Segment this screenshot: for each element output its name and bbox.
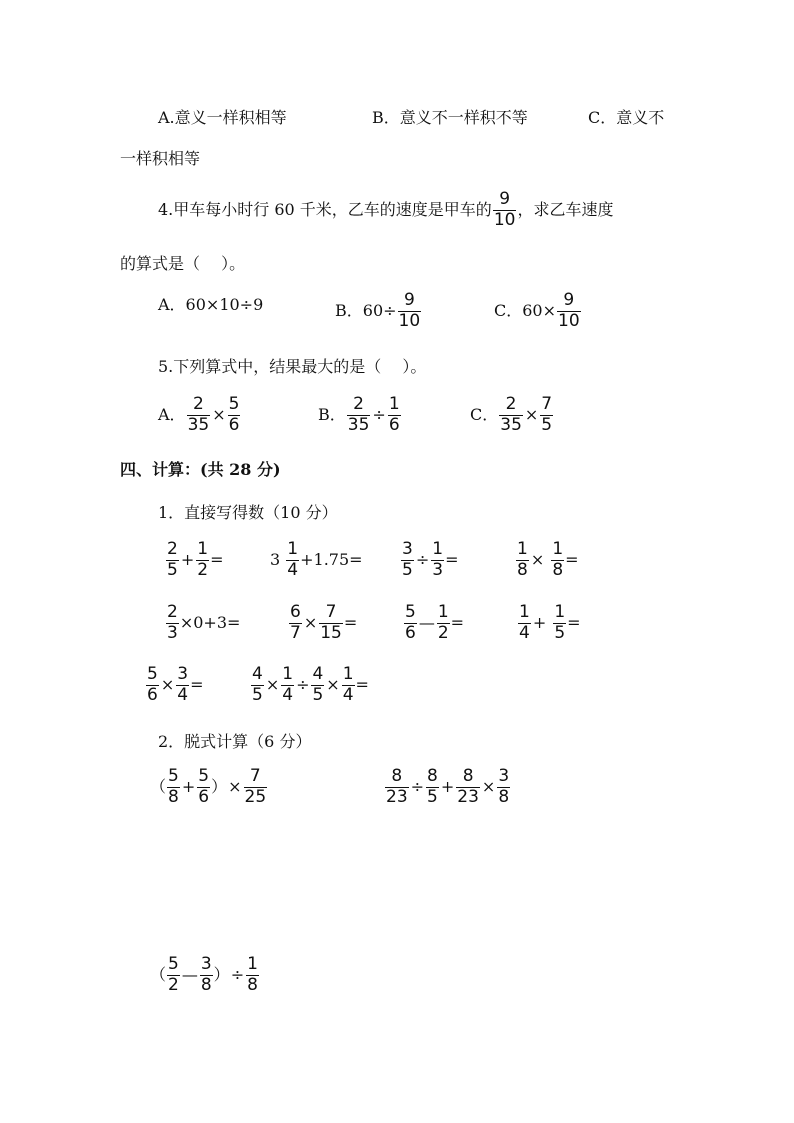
q3-option-a-text: A.意义一样积相等 [158,108,287,127]
direct-calc-item: $\frac{4}{5}$ × $\frac{1}{4}$ ÷ $\frac{4}{5}$ × $\frac{1}{4}$ = [252,664,369,705]
direct-calc-item: 3 $\frac{1}{4}$ +1.75= [270,539,363,580]
fraction: $\frac{1}{6}$ [388,394,400,435]
q5-stem: 5.下列算式中，结果最大的是（ ）。 [158,357,427,376]
subsection-stepwise-heading: 2．脱式计算（6 分） [158,732,312,751]
q3-option-c-text: C．意义不 [588,108,665,127]
q4-stem-text: 4.甲车每小时行 60 千米，乙车的速度是甲车的 [158,200,492,220]
q4-fraction: $\frac{9}{10}$ [493,189,516,230]
fraction: $\frac{2}{35}$ [187,394,210,435]
q3-option-a [158,110,287,126]
direct-calc-item: $\frac{1}{8}$ × $\frac{1}{8}$ = [517,539,579,580]
section-heading: 四、计算：(共 28 分) [120,460,281,479]
stepwise-expression: （ $\frac{5}{8}$ + $\frac{5}{6}$ ） × $\frac{7}{25}$ [150,766,267,807]
q5-option-c: C． $\frac{2}{35}$ × $\frac{7}{5}$ [470,394,553,435]
direct-calc-item: $\frac{6}{7}$ × $\frac{7}{15}$ = [290,602,358,643]
q5-option-b: B． $\frac{2}{35}$ ÷ $\frac{1}{6}$ [318,394,400,435]
direct-calc-item: $\frac{5}{6}$ × $\frac{3}{4}$ = [147,664,204,705]
stepwise-expression: （ $\frac{5}{2}$ — $\frac{3}{8}$ ） ÷ $\frac{1}{8}$ [150,954,258,995]
fraction: $\frac{5}{6}$ [228,394,240,435]
q3-option-c [588,110,664,126]
direct-calc-item: $\frac{3}{5}$ ÷ $\frac{1}{3}$ = [402,539,459,580]
q3-option-b-text: B．意义不一样积不等 [372,108,528,127]
fraction: $\frac{7}{5}$ [541,394,553,435]
fraction: $\frac{2}{35}$ [500,394,522,435]
direct-calc-item: $\frac{2}{5}$ + $\frac{1}{2}$ = [167,539,224,580]
stepwise-expression: $\frac{8}{23}$ ÷ $\frac{8}{5}$ + $\frac{8}{23}$ × $\frac{3}{8}$ [386,766,510,807]
q4-stem-text-2: ，求乙车速度 [517,200,614,220]
q4-option-b: B．60÷ $\frac{9}{10}$ [335,290,421,331]
q4-stem [158,191,613,230]
q4-option-a: A．60×10÷9 [158,295,264,314]
fraction: $\frac{2}{35}$ [347,394,370,435]
q4-stem-line2: 的算式是（ ）。 [120,254,246,273]
direct-calc-item: $\frac{5}{6}$ — $\frac{1}{2}$ = [405,602,465,643]
q3-option-b [372,110,528,126]
direct-calc-item: $\frac{1}{4}$ + $\frac{1}{5}$ = [519,602,581,643]
q4-option-c-fraction: $\frac{9}{10}$ [558,290,580,331]
q3-option-c-continued [120,151,200,167]
q4-option-b-fraction: $\frac{9}{10}$ [398,290,421,331]
subsection-direct-heading: 1．直接写得数（10 分） [158,503,338,522]
q3-option-c-text-2: 一样积相等 [120,149,201,168]
q5-option-a: A． $\frac{2}{35}$ × $\frac{5}{6}$ [158,394,240,435]
direct-calc-item: $\frac{2}{3}$ ×0+3= [167,602,241,643]
q4-option-c: C．60× $\frac{9}{10}$ [494,290,580,331]
